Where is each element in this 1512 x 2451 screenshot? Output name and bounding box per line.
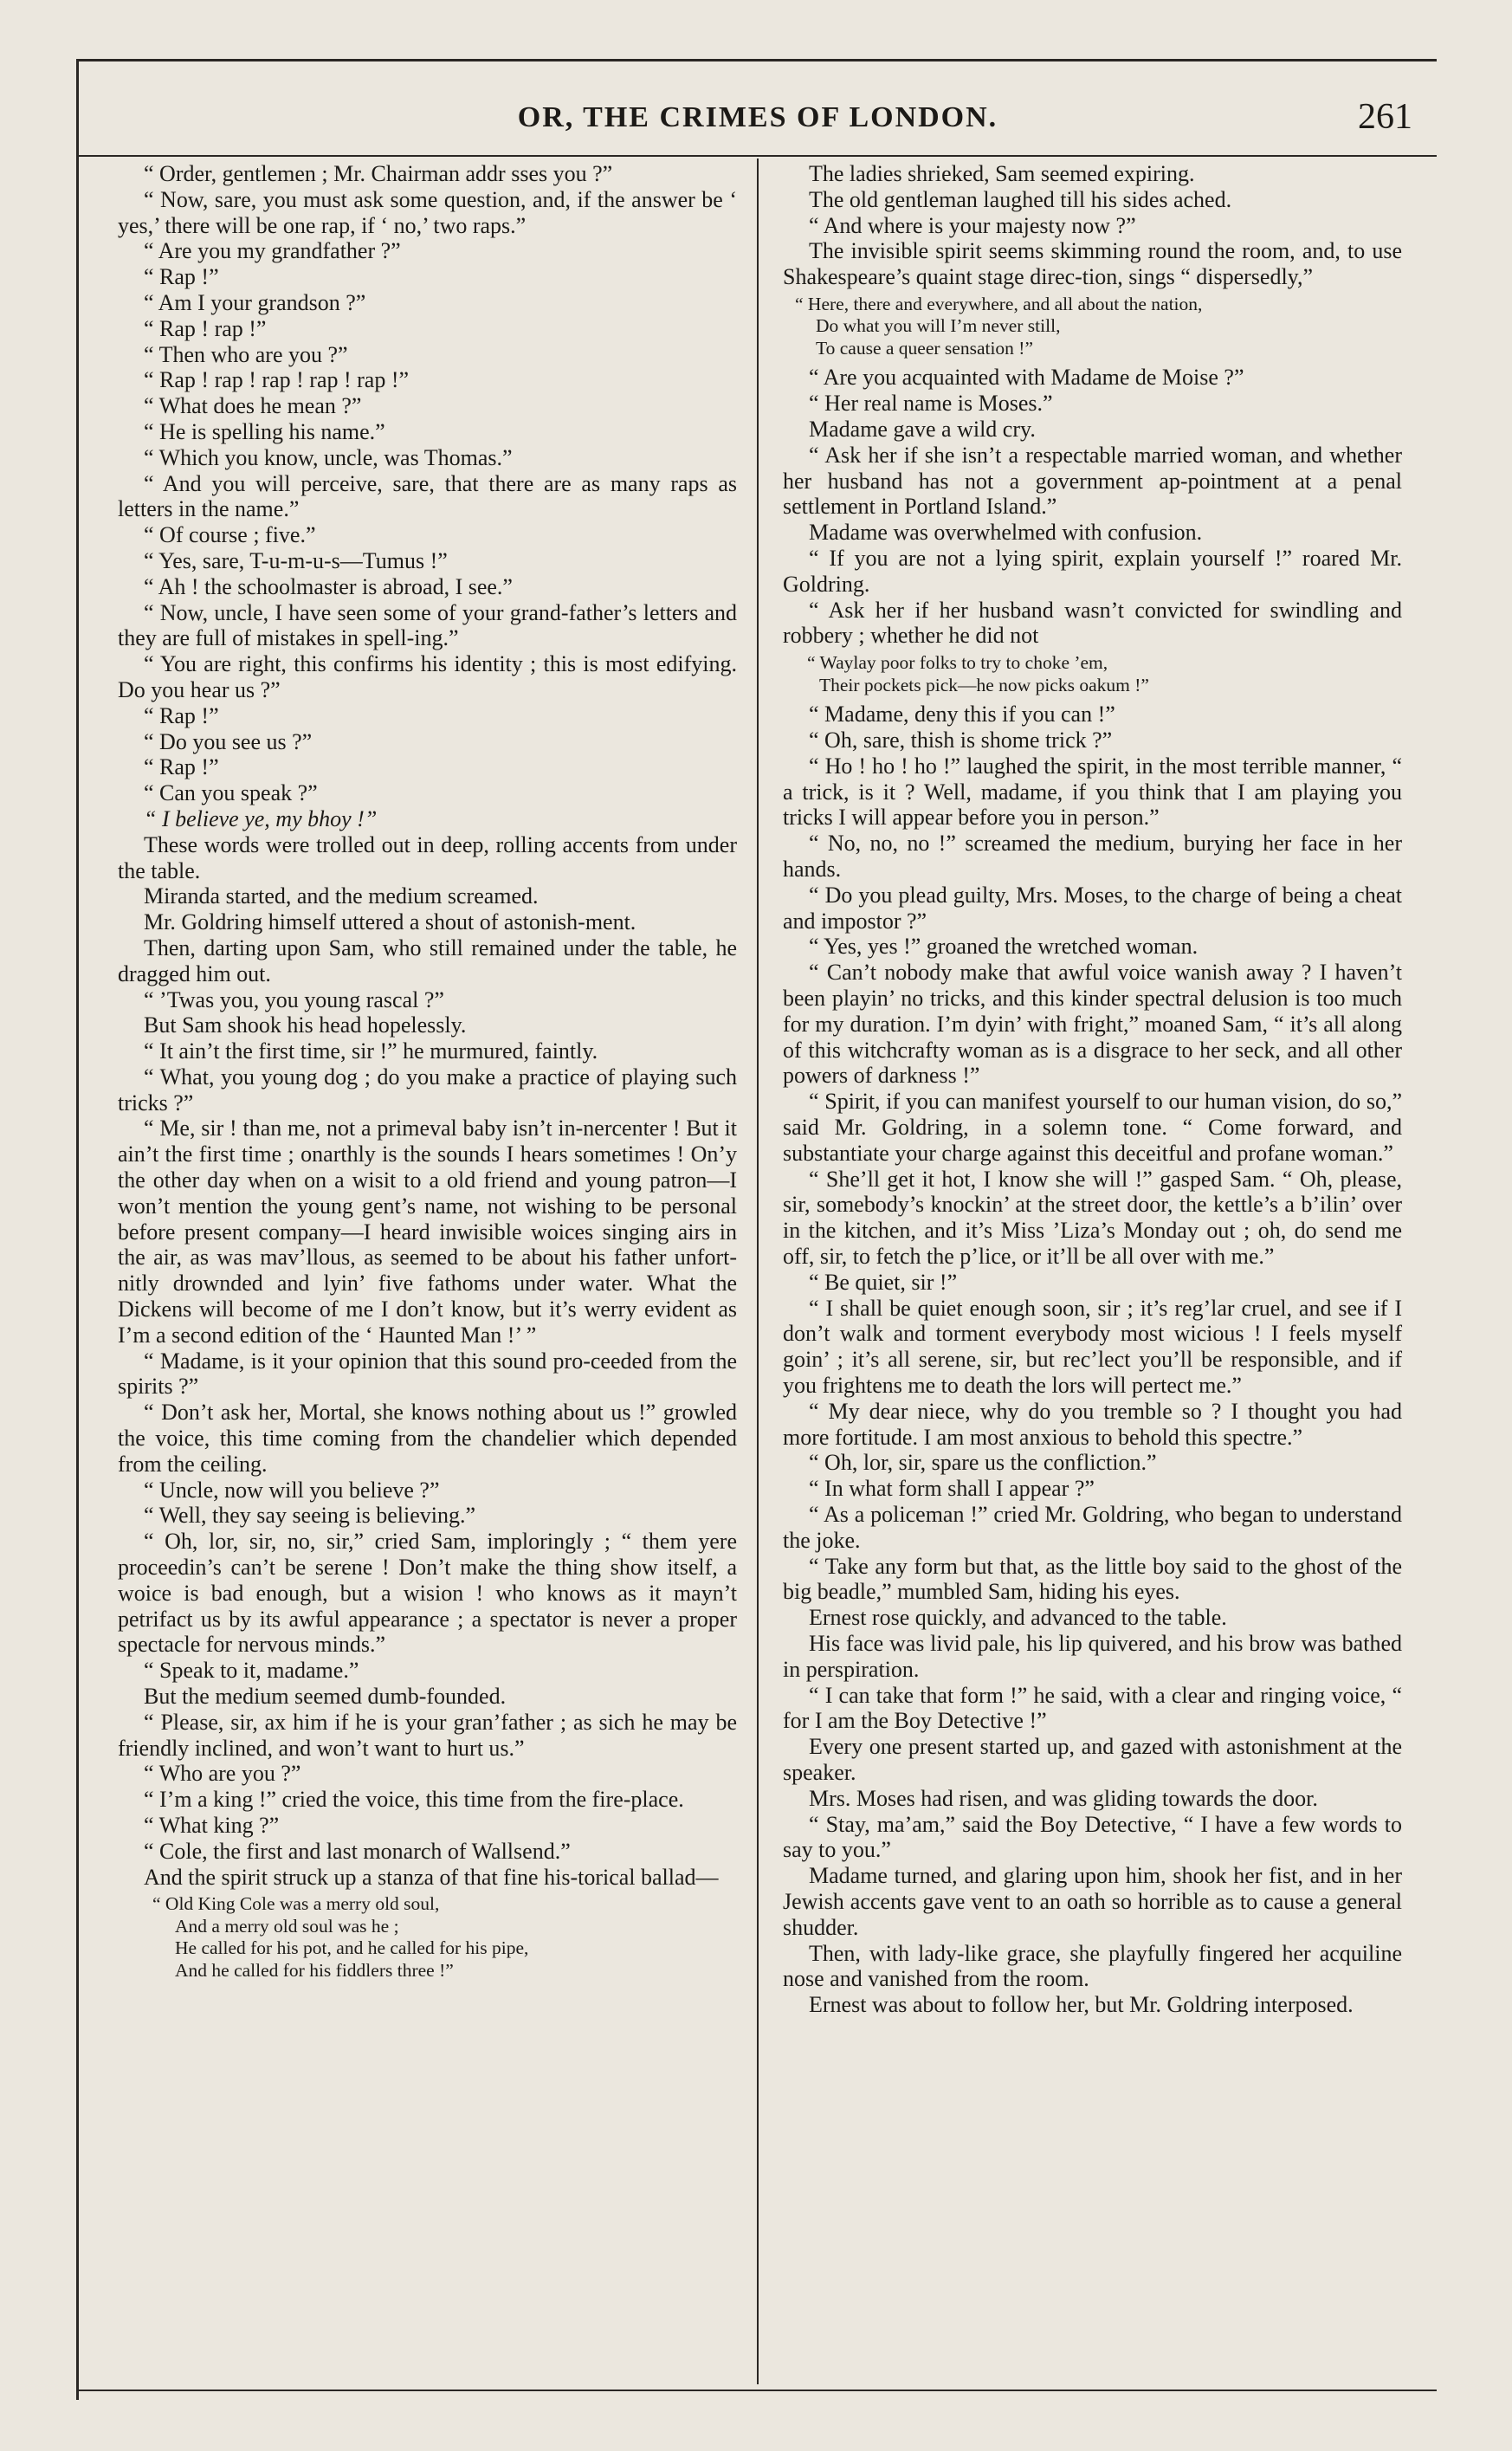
paragraph: Then, darting upon Sam, who still remained under the table, he dragged him out. [118, 934, 737, 986]
song-verse [783, 294, 1402, 360]
verse-line: He called for his pot, and he called for his pipe, [175, 1937, 529, 1959]
paragraph: “ Rap ! rap !” [144, 315, 267, 341]
bottom-rule [79, 2390, 1437, 2391]
paragraph: These words were trolled out in deep, rolling accents from under the table. [118, 831, 737, 883]
paragraph: “ Now, uncle, I have seen some of your grand-father’s letters and they are full of mistakes in spell-ing.” [118, 599, 737, 651]
paragraph: “ Oh, sare, thish is shome trick ?” [809, 728, 1113, 753]
page-number: 261 [1358, 97, 1412, 137]
paragraph: Mr. Goldring himself uttered a shout of astonish-ment. [144, 909, 636, 935]
paragraph: “ Are you acquainted with Madame de Moise ?” [809, 365, 1244, 391]
paragraph: “ Rap !” [144, 754, 219, 780]
paragraph: “ What does he mean ?” [144, 393, 362, 419]
paragraph: “ Who are you ?” [144, 1761, 301, 1787]
paragraph: “ Be quiet, sir !” [809, 1269, 958, 1295]
paragraph: “ I can take that form !” he said, with a clear and ringing voice, “ for I am the Boy Detective !” [783, 1682, 1402, 1734]
paragraph: “ Which you know, uncle, was Thomas.” [144, 444, 513, 470]
paragraph: The invisible spirit seems skimming round the room, and, to use Shakespeare’s quaint stage direc-tion, sings “ dispersedly,” [783, 238, 1402, 290]
verse-line: And a merry old soul was he ; [175, 1915, 399, 1937]
paragraph: “ Are you my grandfather ?” [144, 238, 401, 264]
paragraph: “ No, no, no !” screamed the medium, burying her face in her hands. [783, 831, 1402, 883]
paragraph: “ Do you see us ?” [144, 728, 313, 754]
paragraph: “ What king ?” [144, 1813, 280, 1838]
right-column [783, 161, 1402, 2018]
paragraph: “ Cole, the first and last monarch of Wallsend.” [144, 1838, 571, 1864]
paragraph: “ ’Twas you, you young rascal ?” [144, 986, 444, 1012]
paragraph: “ I’m a king !” cried the voice, this time from the fire-place. [144, 1787, 684, 1813]
paragraph: Every one present started up, and gazed with astonishment at the speaker. [783, 1734, 1402, 1785]
paragraph: “ Spirit, if you can manifest yourself to our human vision, do so,” said Mr. Goldring, in a solemn tone. “ Come forward, and substantiate your charge against this deceitful and profane woman.” [783, 1089, 1402, 1166]
paragraph: And the spirit struck up a stanza of that fine his-torical ballad— [144, 1864, 719, 1890]
paragraph: The ladies shrieked, Sam seemed expiring. [809, 161, 1195, 186]
paragraph: “ Can’t nobody make that awful voice wanish away ? I haven’t been playin’ no tricks, and this kinder spectral delusion is too much for my duration. I’m dyin’ with fright,” moaned Sam, “ it’s all along of this witchcrafty woman as is a disgrace to her seck, and all other powers of darkness !” [783, 960, 1402, 1089]
paragraph: “ Her real name is Moses.” [809, 391, 1053, 417]
paragraph: “ Don’t ask her, Mortal, she knows nothing about us !” growled the voice, this time coming from the chandelier which depended from the ceiling. [118, 1400, 737, 1477]
paragraph: “ Take any form but that, as the little boy said to the ghost of the big beadle,” mumbled Sam, hiding his eyes. [783, 1553, 1402, 1605]
paragraph: The old gentleman laughed till his sides ached. [809, 186, 1232, 212]
paragraph: Then, with lady-like grace, she playfully fingered her acquiline nose and vanished from the room. [783, 1940, 1402, 1992]
paragraph: Mrs. Moses had risen, and was gliding towards the door. [809, 1785, 1318, 1811]
paragraph: “ Do you plead guilty, Mrs. Moses, to the charge of being a cheat and impostor ?” [783, 882, 1402, 934]
printed-page [76, 59, 1437, 2400]
paragraph: “ Am I your grandson ?” [144, 289, 366, 315]
paragraph: “ Uncle, now will you believe ?” [144, 1477, 440, 1503]
verse-line: “ Old King Cole was a merry old soul, [152, 1893, 440, 1915]
column-divider [757, 158, 759, 2384]
paragraph: But Sam shook his head hopelessly. [144, 1012, 467, 1038]
paragraph: “ Rap !” [144, 264, 219, 290]
paragraph: “ Ah ! the schoolmaster is abroad, I see.” [144, 573, 513, 599]
paragraph: “ If you are not a lying spirit, explain yourself !” roared Mr. Goldring. [783, 546, 1402, 597]
verse-line: And he called for his fiddlers three !” [175, 1959, 454, 1981]
paragraph: “ What, you young dog ; do you make a practice of playing such tricks ?” [118, 1064, 737, 1116]
paragraph: “ Oh, lor, sir, no, sir,” cried Sam, imploringly ; “ them yere proceedin’s can’t be serene ! Don’t make the thing show itself, a woice is bad enough, but a wision ! who knows as it mayn’t petrifact us by its awful appearance ; a spectator is never a proper spectacle for nervous minds.” [118, 1529, 737, 1658]
paragraph: “ And you will perceive, sare, that there are as many raps as letters in the name.” [118, 470, 737, 522]
paragraph: “ Oh, lor, sir, spare us the confliction.” [809, 1450, 1157, 1476]
paragraph: “ Speak to it, madame.” [144, 1658, 359, 1684]
paragraph: But the medium seemed dumb-founded. [144, 1684, 507, 1710]
verse-line: To cause a queer sensation !” [816, 337, 1034, 359]
paragraph: “ Rap !” [144, 702, 219, 728]
paragraph: Ernest rose quickly, and advanced to the table. [809, 1605, 1227, 1631]
verse-line: “ Here, there and everywhere, and all about the nation, [795, 293, 1203, 314]
paragraph: “ Now, sare, you must ask some question, and, if the answer be ‘ yes,’ there will be one rap, if ‘ no,’ two raps.” [118, 186, 737, 238]
paragraph: “ Madame, is it your opinion that this sound pro-ceeded from the spirits ?” [118, 1348, 737, 1400]
paragraph: “ As a policeman !” cried Mr. Goldring, who began to understand the joke. [783, 1501, 1402, 1553]
paragraph: “ Then who are you ?” [144, 341, 348, 367]
verse-line: Do what you will I’m never still, [816, 315, 1061, 337]
left-column [118, 161, 737, 1987]
paragraph: “ Can you speak ?” [144, 780, 318, 806]
ballad-verse [118, 1893, 737, 1982]
paragraph: “ I shall be quiet enough soon, sir ; it’s reg’lar cruel, and see if I don’t walk and torment everybody most wicious ! I feels myself goin’ ; it’s all serene, sir, but rec’lect you’ll be responsible, and if you frightens me to death the lors will pertect me.” [783, 1295, 1402, 1398]
running-header [79, 94, 1437, 157]
paragraph: “ Madame, deny this if you can !” [809, 702, 1115, 728]
paragraph: “ She’ll get it hot, I know she will !” gasped Sam. “ Oh, please, sir, somebody’s knockin’ at the street door, the kettle’s a b’ilin’ over in the kitchen, and it’s Miss ’Liza’s Monday out ; oh, do send me off, sir, to fetch the p’lice, or it’ll be all over with me.” [783, 1166, 1402, 1269]
paragraph: “ Rap ! rap ! rap ! rap ! rap !” [144, 367, 410, 393]
paragraph: “ Ask her if she isn’t a respectable married woman, and whether her husband has not a government ap-pointment at a penal settlement in Portland Island.” [783, 442, 1402, 520]
verse-line: Their pockets pick—he now picks oakum !” [819, 674, 1149, 695]
running-title: OR, THE CRIMES OF LONDON. [517, 101, 998, 133]
paragraph: Madame was overwhelmed with confusion. [809, 520, 1203, 546]
paragraph: “ He is spelling his name.” [144, 418, 385, 444]
couplet-verse [783, 652, 1402, 696]
paragraph: “ Of course ; five.” [144, 522, 316, 548]
paragraph: His face was livid pale, his lip quivered, and his brow was bathed in perspiration. [783, 1630, 1402, 1682]
paragraph: “ Stay, ma’am,” said the Boy Detective, “ I have a few words to say to you.” [783, 1811, 1402, 1863]
paragraph: Miranda started, and the medium screamed. [144, 883, 539, 909]
paragraph: Madame turned, and glaring upon him, shook her fist, and in her Jewish accents gave vent to an oath so horrible as to cause a general shudder. [783, 1863, 1402, 1940]
paragraph: Ernest was about to follow her, but Mr. Goldring interposed. [809, 1992, 1354, 2018]
paragraph: “ It ain’t the first time, sir !” he murmured, faintly. [144, 1038, 598, 1064]
paragraph: “ You are right, this confirms his identity ; this is most edifying. Do you hear us ?” [118, 651, 737, 702]
paragraph: “ Ask her if her husband wasn’t convicted for swindling and robbery ; whether he did not [783, 597, 1402, 649]
paragraph: “ Yes, sare, T-u-m-u-s—Tumus !” [144, 547, 448, 573]
paragraph: “ My dear niece, why do you tremble so ? I thought you had more fortitude. I am most anxious to behold this spectre.” [783, 1398, 1402, 1450]
paragraph: “ Yes, yes !” groaned the wretched woman. [809, 934, 1199, 960]
verse-line: “ Waylay poor folks to try to choke ’em, [807, 652, 1108, 674]
paragraph: “ Ho ! ho ! ho !” laughed the spirit, in the most terrible manner, “ a trick, is it ? Well, madame, if you think that I am playing you tricks I will appear before you in person.” [783, 753, 1402, 831]
paragraph: Madame gave a wild cry. [809, 417, 1036, 443]
paragraph: “ Me, sir ! than me, not a primeval baby isn’t in-nercenter ! But it ain’t the first time ; onarthly is the sounds I hears sometimes ! On’y the other day when on a wisit to a old friend and young patron—I won’t mention the young gent’s name, not wishing to be personal before present company—I heard inwisible woices singing airs in the air, as was mav’llous, as seemed to be about his father unfort-nitly drownded and lyin’ five fathoms under water. What the Dickens will become of me I don’t know, but it’s werry evident as I’m a second edition of the ‘ Haunted Man !’ ” [118, 1116, 737, 1348]
paragraph: “ Order, gentlemen ; Mr. Chairman addr sses you ?” [144, 161, 613, 186]
paragraph: “ I believe ye, my bhoy !” [144, 805, 378, 831]
paragraph: “ Well, they say seeing is believing.” [144, 1503, 475, 1529]
paragraph: “ And where is your majesty now ?” [809, 212, 1136, 238]
paragraph: “ In what form shall I appear ?” [809, 1476, 1095, 1502]
paragraph: “ Please, sir, ax him if he is your gran’father ; as sich he may be friendly inclined, and won’t want to hurt us.” [118, 1709, 737, 1761]
